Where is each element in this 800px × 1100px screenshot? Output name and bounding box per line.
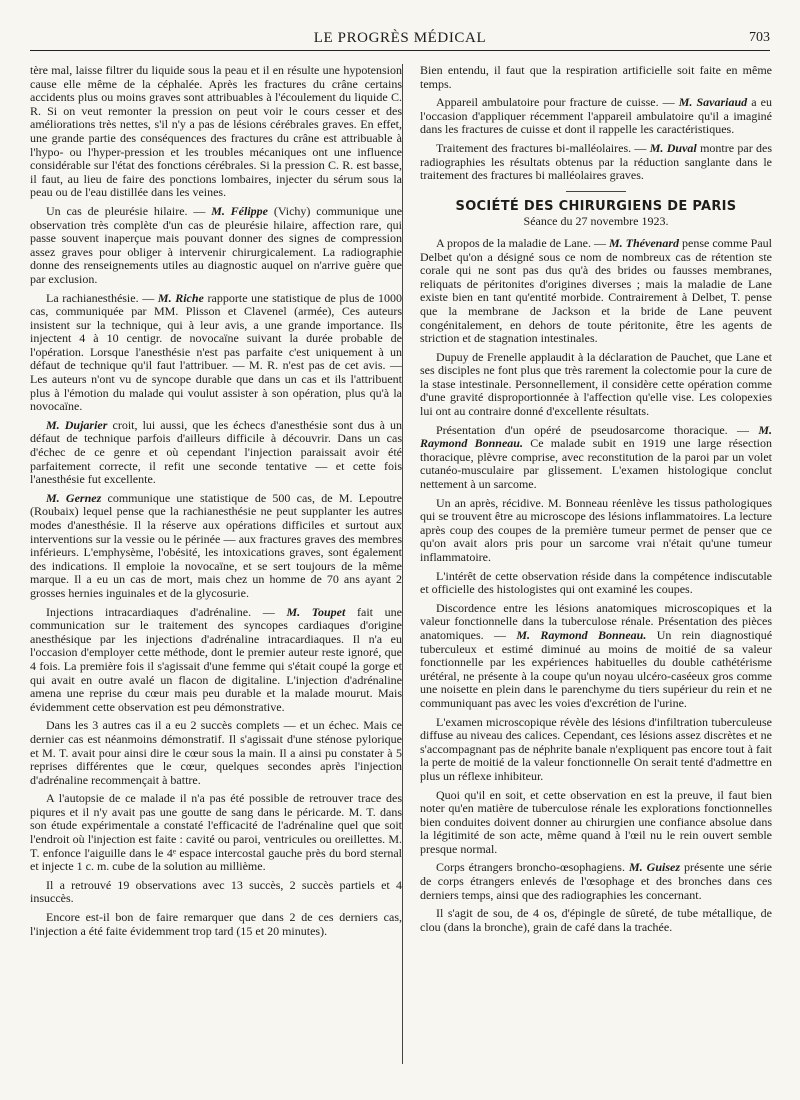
section-lead: Injections intracardiaques d'adrénaline. — bbox=[46, 604, 275, 619]
paragraph-adrenaline bbox=[30, 606, 402, 715]
paragraph-text: croit, lui aussi, que les échecs d'anesthésie sont dus à un défaut de technique parfois d'ailleurs difficile à découvrir. Dans un cas d'échec de ce genre et où cependant l'injection paraissait avoir été parfaitement correcte, il refit une seconde tentative — et cette fois l'anesthésie fut excellente. bbox=[30, 417, 403, 487]
paragraph-text: montre par des radiographies les résultats obtenus par la réduction sanglante dans le traitement des fractures bi malléolaires graves. bbox=[420, 140, 773, 183]
section-lead: Présentation d'un opéré de pseudosarcome thoracique. — bbox=[436, 422, 750, 437]
paragraph-corps-etrangers bbox=[420, 861, 772, 902]
author-name: M. Toupet bbox=[286, 604, 346, 619]
section-lead: La rachianesthésie. — bbox=[46, 290, 155, 305]
author-name: M. Raymond Bonneau. bbox=[420, 422, 773, 451]
paragraph-text: communique une statistique de 500 cas, de M. Lepoutre (Roubaix) lequel pense que la rachianesthésie ne peut supplanter les autres modes d'anesthésie. Il la réserve aux opérations difficiles et surtout aux interventions sur la vessie ou le périnée — aux fractures graves des membres inférieurs. L'emphysème, l'obésité, les intoxications graves, sont également des indications. Il emploie la novocaïne, et se sert toujours de la même marque. Il a eu un cas de mort, mais chez un homme de 70 ans ayant 2 grosses hernies inguinales et de la glycosurie. bbox=[30, 490, 402, 600]
paragraph-pseudosarcome bbox=[420, 424, 772, 492]
author-name: M. Duval bbox=[649, 140, 697, 155]
paragraph: Il a retrouvé 19 observations avec 13 succès, 2 succès partiels et 4 insuccès. bbox=[30, 877, 402, 906]
author-name: M. Dujarier bbox=[46, 417, 108, 432]
page-header bbox=[30, 28, 770, 51]
author-name: M. Félippe bbox=[211, 203, 268, 218]
left-column bbox=[30, 64, 402, 943]
paragraph-tuberculose bbox=[420, 602, 772, 711]
paragraph-text: rapporte une statistique de plus de 1000 cas, communiquée par MM. Plisson et Clavenel (armée), Ces auteurs insistent sur la technique, qui à leur avis, a une grande importance. Ils injectent 4 à 10 centigr. de novocaïne suivant la durée probable de l'opération. Lorsque l'anesthésie n'est pas parfaite c'est uniquement à un défaut de technique qu'il faut l'attribuer. — M. R. n'est pas de cet avis. — Les auteurs n'ont vu de syncope durable que dans un cas et ils l'attribuent plus à l'émotion du malade qui voulut assister à son opération, plus qu'à la novocaïne. bbox=[30, 290, 403, 414]
paragraph: Dans les 3 autres cas il a eu 2 succès complets — et un échec. Mais ce dernier cas est néanmoins démonstratif. Il s'agissait d'une sténose pylorique et M. T. avait pour ainsi dire le cœur sous la main. Il a ainsi pu constater à 5 reprises différentes que le cœur, quelques secondes après l'injection d'adrénaline recommençait à battre. bbox=[30, 718, 402, 787]
paragraph-lane bbox=[420, 237, 772, 346]
author-name: M. Savariaud bbox=[678, 95, 748, 110]
paragraph-appareil bbox=[420, 96, 772, 137]
paragraph-text: a eu l'occasion d'appliquer récemment l'appareil ambulatoire qu'il a imaginé dans les fractures de cuisse et dont il rappelle les caractéristiques. bbox=[420, 95, 772, 137]
page-number: 703 bbox=[749, 30, 770, 45]
section-lead: Un cas de pleurésie hilaire. — bbox=[46, 203, 206, 218]
paragraph-text: pense comme Paul Delbet qu'on a désigné sous ce nom de nombreux cas de rétention ste corale qui ne sont pas dus qu'à des brides ou fausses membranes, reliquats de péritonites d'origines diverses ; mais la maladie de Lane existe bien en tant qu'entité morbide. Contrairement à Delbet, T. pense que la membrane de Jackson et la bride de Lane peuvent congénitalement, en dehors de toute péritonite, être les agents de striction et de stagnation intestinales. bbox=[420, 235, 773, 346]
paragraph-text: fait une communication sur le traitement des syncopes cardiaques d'origine anesthésique par les injections d'adrénaline intracardiaques. Il n'a eu l'occasion d'employer cette méthode, dont le premier auteur reste ignoré, que 4 fois. La première fois il s'agissait d'une femme qui s'était coupé la gorge et qui avait en outre avalé un flacon de digitaline. L'injection d'adrénaline amena une reprise du cœur mais peu durable et la malade mourut. Mais évidemment cette observation est peu démonstrative. bbox=[30, 604, 403, 714]
author-name: M. Guisez bbox=[628, 860, 681, 875]
section-lead: Discordence entre les lésions anatomiques microscopiques et la valeur fonctionnelle dans la tuberculose rénale. Présentation des pièces anatomiques. — bbox=[420, 600, 772, 642]
paragraph-rachianesthesie bbox=[30, 292, 402, 414]
author-name: M. Thévenard bbox=[609, 235, 680, 250]
paragraph: Un an après, récidive. M. Bonneau réenlève les tissus pathologiques qui se trouvent être au microscope des lésions inflammatoires. La lecture après coup des coupes de la première tumeur permet de penser que ce qu'on avait alors pris pour un sarcome vrai n'était qu'une tumeur inflammatoire. bbox=[420, 495, 772, 564]
journal-title: LE PROGRÈS MÉDICAL bbox=[313, 30, 487, 46]
paragraph: Dupuy de Frenelle applaudit à la déclaration de Pauchet, que Lane et ses disciples ne font plus que très rarement la colectomie pour la cure de la stase intestinale. Personnellement, il considère cette opération comme d'une gravité disproportionnée à l'affection qu'elle vise. Les colopexies lui ont au contraire donné d'excellente résultats. bbox=[420, 349, 772, 419]
paragraph: L'examen microscopique révèle des lésions d'infiltration tuberculeuse diffuse au niveau des calices. Cependant, ces lésions assez discrètes et ne s'accompagnant pas de néphrite banale n'expliquent pas encore tout à fait la perte de moitié de la valeur fonctionnelle On serait tenté d'admettre en plus un réflexe inhibiteur. bbox=[420, 714, 772, 783]
paragraph-gernez bbox=[30, 492, 402, 601]
paragraph-fractures bbox=[420, 142, 772, 183]
society-title: SOCIÉTÉ DES CHIRURGIENS DE PARIS bbox=[455, 198, 737, 214]
paragraph: L'intérêt de cette observation réside dans la compétence indiscutable et officielle des histologistes qui ont examiné les coupes. bbox=[420, 568, 772, 597]
paragraph: Il s'agit de sou, de 4 os, d'épingle de sûreté, de tube métallique, de clou (dans la bronche), grain de café dans la trachée. bbox=[420, 906, 772, 934]
paragraph-text: (Vichy) communique une observation très complète d'un cas de pleurésie hilaire, affection rare, qui passe souvent inaperçue mais pouvant donner des signes de compression assez graves pour obliger à intervenir chirurgicalement. La radiographie donne des renseignements utiles au diagnostic auquel on n'arrive guère que par exclusion. bbox=[30, 203, 403, 286]
author-name: M. Raymond Bonneau. bbox=[516, 627, 647, 642]
paragraph: tère mal, laisse filtrer du liquide sous la peau et il en résulte une hypotension cause elle même de la céphalée. Après les fractures du crâne certains accidents plus ou moins graves sont attribuables à l'écoulement du liquide C. R. Si on veut remonter la pression on peut voir le cours cesser et des améliorations très nettes, s'il n'y a pas de lésions cérébrales graves. En effet, une grande partie des conséquences des fractures du crâne est attribuable à l'hypo- ou l'hyper-pression et les troubles mécaniques ont une influence considérable sur l'état des fonctions cérébrales. Si la pression C. R. est basse, il faut, au lieu de faire des ponctions lombaires, injecter du sérum sous la peau ou de l'eau distillée dans les veines. bbox=[30, 63, 402, 200]
paragraph: Encore est-il bon de faire remarquer que dans 2 de ces derniers cas, l'injection a été faite évidemment trop tard (15 et 20 minutes). bbox=[30, 910, 402, 938]
author-name: M. Gernez bbox=[46, 490, 102, 505]
section-lead: Traitement des fractures bi-malléolaires. — bbox=[436, 140, 647, 155]
section-separator bbox=[566, 191, 626, 192]
paragraph: Bien entendu, il faut que la respiration artificielle soit faite en même temps. bbox=[420, 63, 772, 91]
paragraph-text: présente une série de corps étrangers enlevés de l'œsophage et des bronches dans ces derniers temps, ainsi que des radiographies les concernant. bbox=[420, 860, 773, 902]
section-lead: A propos de la maladie de Lane. — bbox=[436, 235, 606, 250]
section-lead: Corps étrangers broncho-œsophagiens. bbox=[436, 860, 625, 875]
section-lead: Appareil ambulatoire pour fracture de cuisse. — bbox=[436, 95, 675, 110]
paragraph-dujarier bbox=[30, 419, 402, 487]
paragraph: A l'autopsie de ce malade il n'a pas été possible de retrouver trace des piqures et il n'y avait pas une goutte de sang dans le péricarde. M. T. dans son étude expérimentale a constaté l'efficacité de l'adrénaline quel que soit l'endroit où l'injection est faite : cavité ou paroi, ventricules ou oreillettes. M. T. enfonce l'aiguille dans le 4ᵉ espace intercostal gauche près du bord sternal et injecte 1 c. m. cube de la solution au millième. bbox=[30, 791, 402, 874]
paragraph-pleuresie bbox=[30, 205, 402, 287]
society-session: Séance du 27 novembre 1923. bbox=[523, 214, 669, 229]
author-name: M. Riche bbox=[157, 290, 204, 305]
paragraph-text: Un rein diagnostiqué tuberculeux et estimé diminué au moins de moitié de sa valeur fonctionnelle par les expériences habituelles du double cathétérisme urétéral, ne présente à la coupe qu'un noyau ulcéro-caséeux gros comme une noisette en plein dans le parenchyme du tiers supérieur du rein et ne communiquant pas avec les voies d'excrétion de l'urine. bbox=[420, 627, 773, 710]
column-divider bbox=[402, 64, 403, 1064]
paragraph: Quoi qu'il en soit, et cette observation en est la preuve, il faut bien noter qu'en matière de tuberculose rénale les explorations fonctionnelles bien conduites doivent donner au chirurgien une confiance absolue dans la légitimité de son acte, même quand à l'œil nu le rein ouvert semble presque normal. bbox=[420, 787, 772, 856]
right-column bbox=[420, 64, 772, 939]
paragraph-text: Ce malade subit en 1919 une large résection thoracique, plèvre comprise, avec reconstitution de la paroi par un volet cutanéo-musculaire par glissement. L'examen histologique conclut nettement à un sarcome. bbox=[420, 436, 772, 492]
